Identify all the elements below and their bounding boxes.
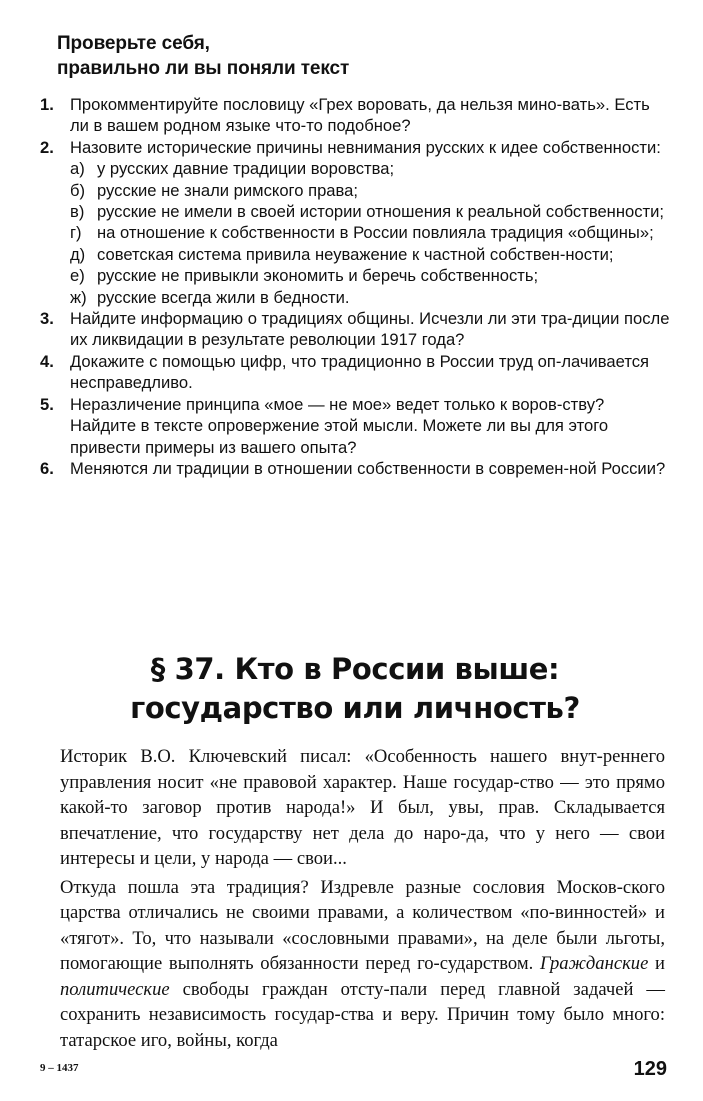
answer-option (70, 244, 670, 265)
paragraph-1: Историк В.О. Ключевский писал: «Особенность нашего внут-реннего управления носит «не правовой характер. Наше государ-ство — это прямо какой-то заговор против народа!» И был, увы, прав. Складывается впечатление, что государству нет дела до наро-да, что у него — свои интересы и цели, у народа — свои... (60, 746, 665, 869)
paragraph-2-start: Откуда пошла эта традиция? Издревле разные сословия Москов-ского царства отличались не своими правами, а количеством «по-винностей» и «тягот». То, что называли «сословными правами», на деле были льготы, помогающие выполнять обязанности перед го-сударством. (60, 876, 665, 974)
section-title-line-2: государство или личность? (130, 691, 580, 725)
question-number: 6. (40, 458, 54, 478)
question-text: Докажите с помощью цифр, что традиционно в России труд оп-лачивается несправедливо. (70, 351, 650, 393)
answer-option (70, 180, 670, 201)
option-letter: б) (70, 180, 86, 200)
question-3 (40, 308, 670, 351)
option-letter: а) (70, 159, 85, 179)
answer-option (70, 265, 670, 286)
option-text: русские не имели в своей истории отношения к реальной собственности; (97, 202, 665, 222)
question-text: Меняются ли традиции в отношении собственности в современ-ной России? (70, 458, 666, 478)
paragraph-2-and: и (648, 953, 665, 974)
question-text: Назовите исторические причины невнимания русских к идее собственности: (70, 137, 661, 157)
answer-options (70, 158, 670, 308)
questions-list (40, 94, 670, 479)
question-text: Неразличение принципа «мое — не мое» ведет только к воров-ству? Найдите в тексте опровержение этой мысли. Можете ли вы для этого привести примеры из вашего опыта? (70, 394, 609, 457)
answer-option (70, 222, 670, 243)
question-1 (40, 94, 670, 137)
option-text: у русских давние традиции воровства; (97, 159, 395, 179)
question-6 (40, 458, 670, 479)
answer-option (70, 287, 670, 308)
option-letter: д) (70, 244, 86, 264)
question-number: 2. (40, 137, 54, 157)
question-text: Найдите информацию о традициях общины. Исчезли ли эти тра-диции после их ликвидации в результате революции 1917 года? (70, 309, 670, 350)
option-letter: е) (70, 266, 85, 286)
check-yourself-heading (57, 31, 657, 81)
question-5 (40, 394, 670, 458)
paragraph-2 (60, 875, 665, 1054)
section-title (40, 650, 670, 728)
option-text: русские не привыкли экономить и беречь собственность; (97, 266, 539, 286)
question-number: 5. (40, 394, 54, 414)
question-text: Прокомментируйте пословицу «Грех воровать, да нельзя мино-вать». Есть ли в вашем родном языке что-то подобное? (70, 95, 650, 136)
check-heading-line-2: правильно ли вы поняли текст (57, 58, 350, 79)
option-text: русские всегда жили в бедности. (97, 287, 350, 307)
term-political: политические (60, 978, 170, 1000)
option-text: советская система привила неуважение к частной собствен-ности; (97, 244, 614, 264)
option-text: на отношение к собственности в России повлияла традиция «общины»; (97, 223, 654, 243)
question-number: 1. (40, 95, 54, 114)
question-2 (40, 137, 670, 308)
print-signature: 9 – 1437 (40, 1062, 79, 1074)
answer-option (70, 201, 670, 222)
page-number: 129 (633, 1058, 667, 1080)
paragraph-2-end: свободы граждан отсту-пали перед главной задачей — сохранить независимость государ-ства и веру. Причин тому было много: татарское иго, войны, когда (60, 978, 665, 1051)
question-4 (40, 351, 670, 394)
option-letter: в) (70, 202, 85, 222)
option-letter: г) (70, 223, 82, 243)
term-civil: Гражданские (539, 953, 649, 974)
option-letter: ж) (70, 287, 87, 307)
option-text: русские не знали римского права; (97, 180, 358, 200)
question-number: 3. (40, 309, 54, 329)
answer-option (70, 158, 670, 179)
check-heading-line-1: Проверьте себя, (57, 33, 210, 54)
section-title-line-1: § 37. Кто в России выше: (150, 652, 560, 686)
body-text (60, 744, 665, 1053)
question-number: 4. (40, 351, 54, 371)
